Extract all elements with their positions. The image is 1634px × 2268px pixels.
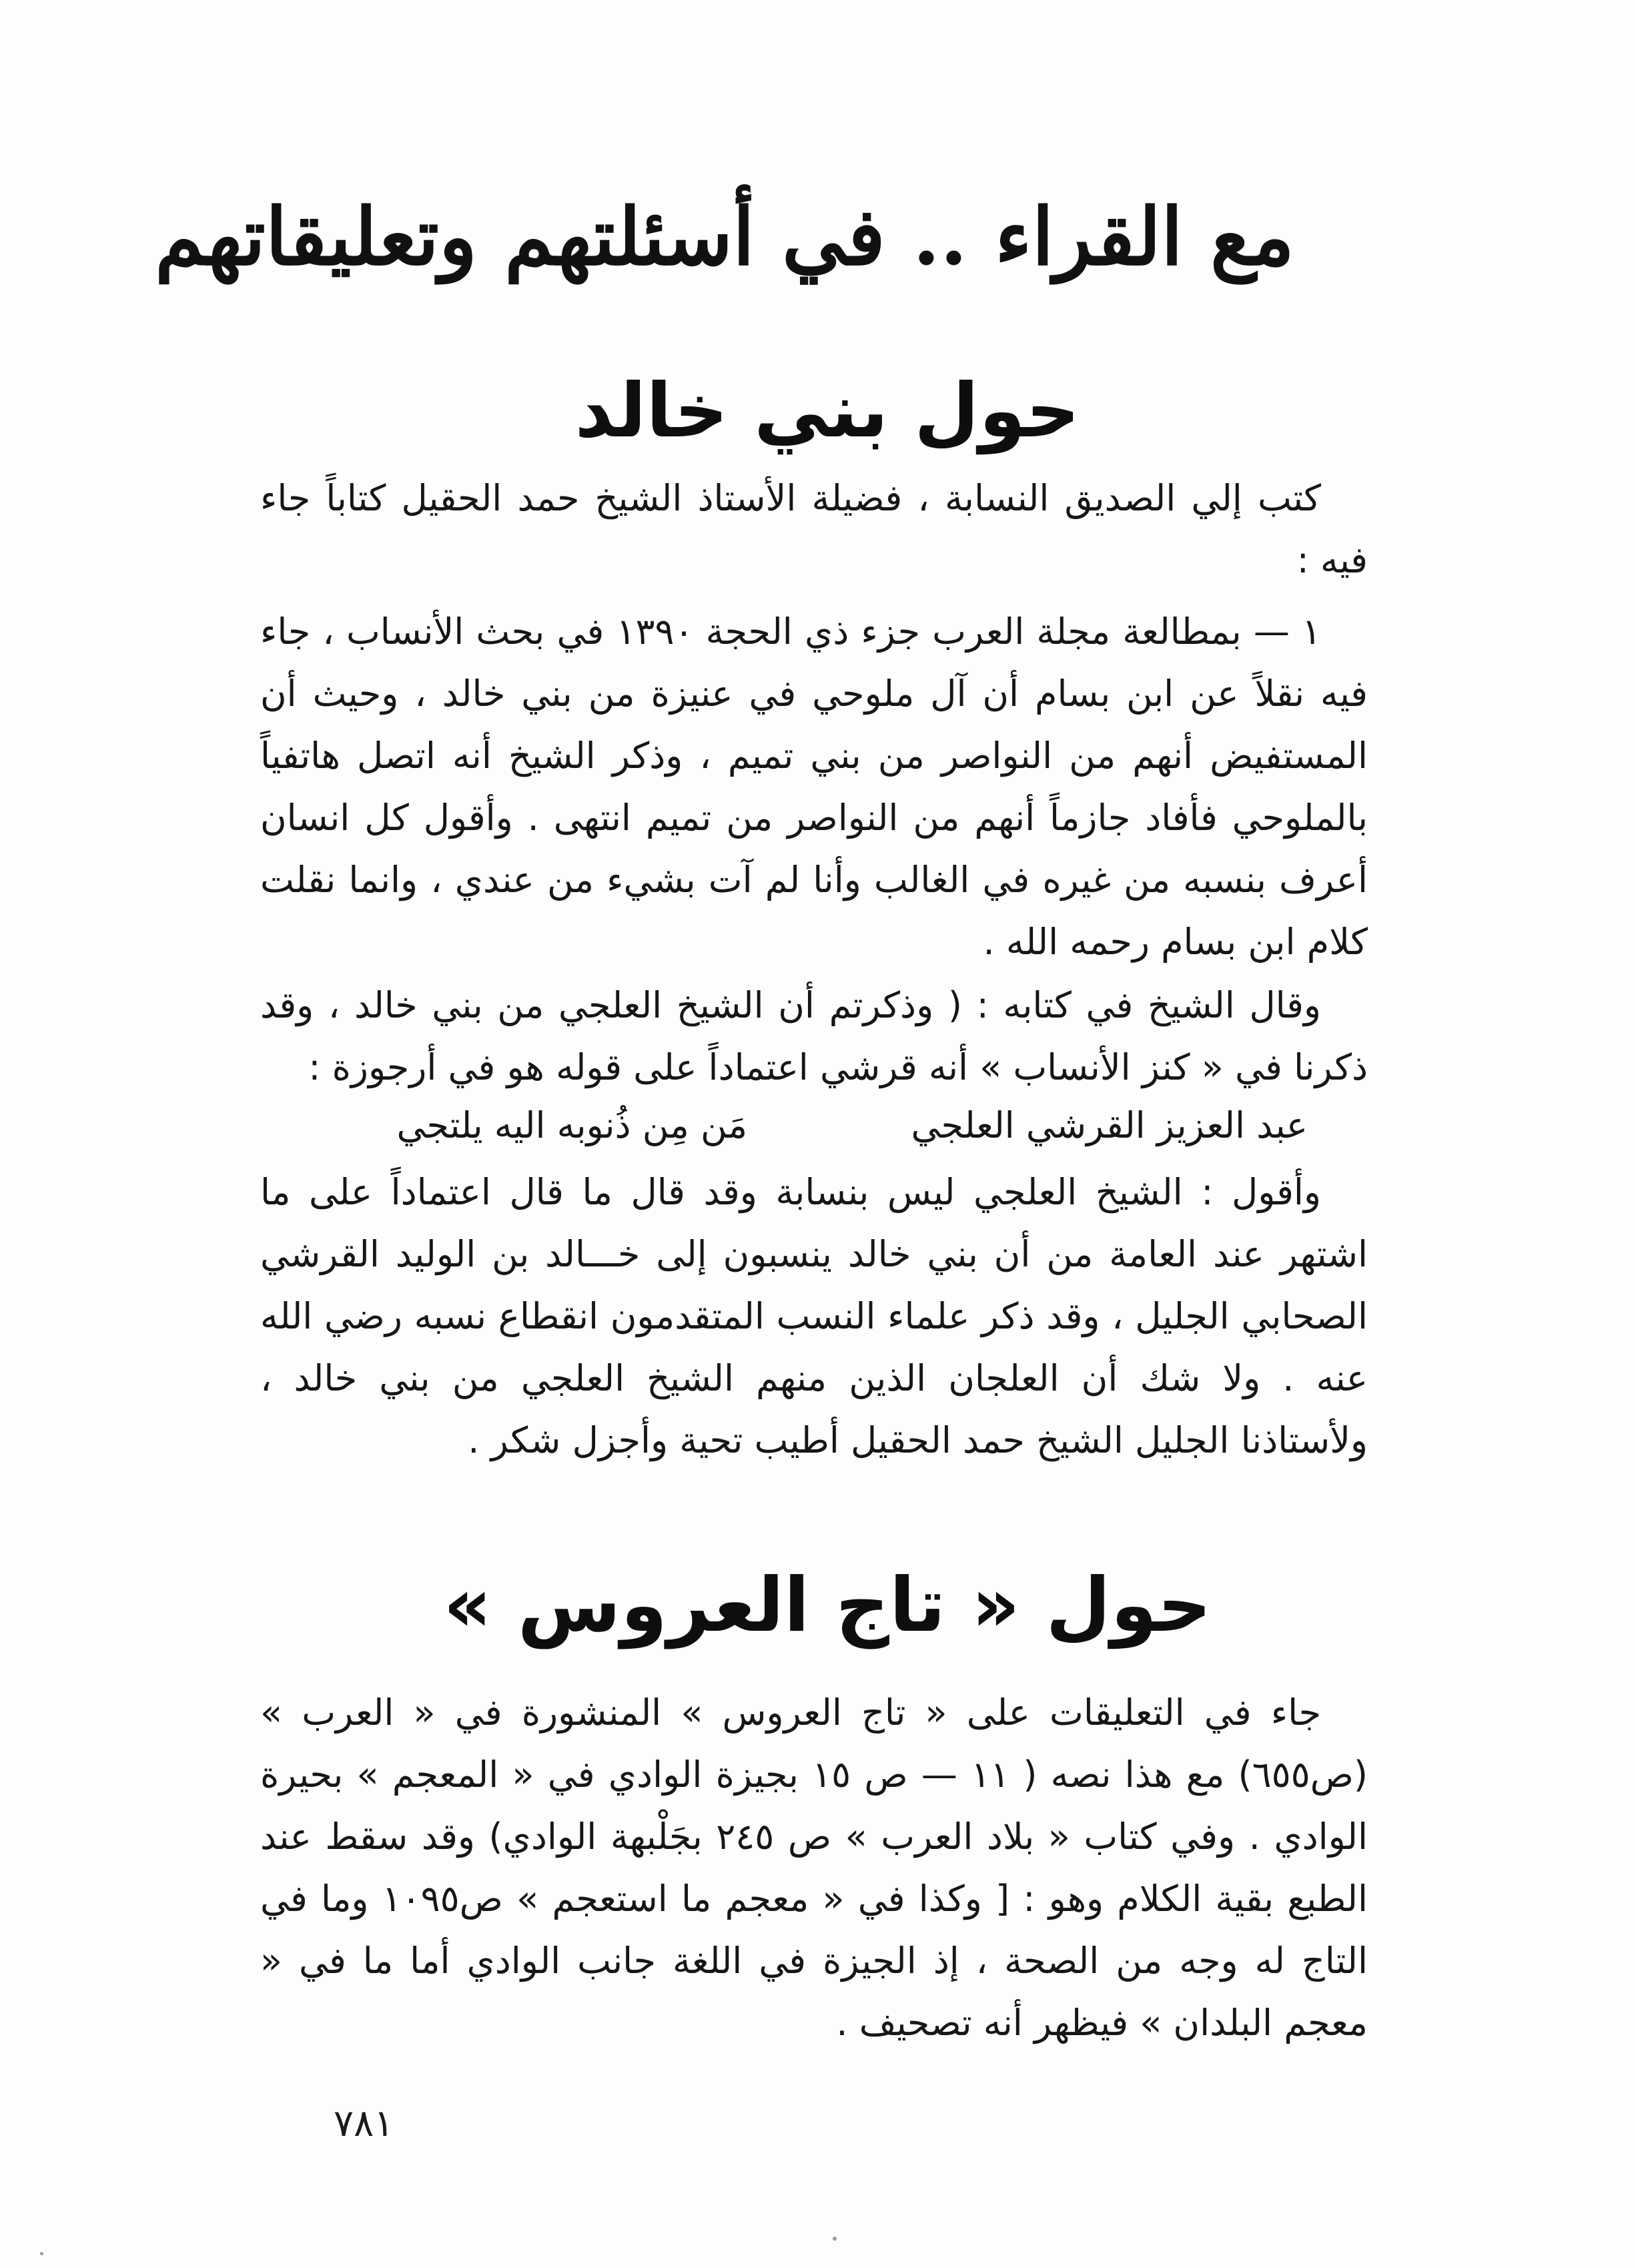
paragraph-1: ١ — بمطالعة مجلة العرب جزء ذي الحجة ١٣٩٠ في بحث الأنساب ، جاء فيه نقلاً عن ابن بسام أن آل ملوحي في عنيزة من بني خالد ، وحيث أن المستفيض أنهم من النواصر من بني تميم ، وذكر الشيخ أنه اتصل هاتفياً بالملوحي فأفاد جازماً أنهم من النواصر من تميم انتهى . وأقول كل انسان أعرف بنسبه من غيره في الغالب وأنا لم آت بشيء من عندي ، وانما نقلت كلام ابن بسام رحمه الله . xyxy=(260,611,1368,963)
paragraph-2: وقال الشيخ في كتابه : ( وذكرتم أن الشيخ العلجي من بني خالد ، وقد ذكرنا في « كنز الأنساب » أنه قرشي اعتماداً على قوله هو في أرجوزة : xyxy=(260,984,1368,1088)
scan-speck xyxy=(40,2252,43,2255)
verse-first-hemistich: عبد العزيز القرشي العلجي xyxy=(911,1104,1308,1146)
verse-second-hemistich: مَن مِن ذُنوبه اليه يلتجي xyxy=(396,1104,747,1146)
scan-speck xyxy=(833,2237,837,2241)
paragraph-taj: جاء في التعليقات على « تاج العروس » المنشورة في « العرب » (ص٦٥٥) مع هذا نصه ( ١١ — ص ١٥ بجيزة الوادي في « المعجم » بحيرة الوادي . وفي كتاب « بلاد العرب » ص ٢٤٥ بجَلْبهة الوادي) وقد سقط عند الطبع بقية الكلام وهو : [ وكذا في « معجم ما استعجم » ص١٠٩٥ وما في التاج له وجه من الصحة ، إذ الجيزة في اللغة جانب الوادي أما ما في « معجم البلدان » فيظهر أنه تصحيف . xyxy=(260,1691,1368,2044)
intro-paragraph: كتب إلي الصديق النسابة ، فضيلة الأستاذ الشيخ حمد الحقيل كتاباً جاء فيه : xyxy=(260,477,1368,581)
page-title: مع القراء .. في أسئلتهم وتعليقاتهم xyxy=(155,190,1294,283)
section-heading-bani-khalid: حول بني خالد xyxy=(574,368,1080,454)
section-heading-taj-al-arus: حول « تاج العروس » xyxy=(443,1562,1212,1649)
paragraph-3: وأقول : الشيخ العلجي ليس بنسابة وقد قال ما قال اعتماداً على ما اشتهر عند العامة من أن بني خالد ينسبون إلى خـــالد بن الوليد القرشي الصحابي الجليل ، وقد ذكر علماء النسب المتقدمون انقطاع نسبه رضي الله عنه . ولا شك أن العلجان الذين منهم الشيخ العلجي من بني خالد ، ولأستاذنا الجليل الشيخ حمد الحقيل أطيب تحية وأجزل شكر . xyxy=(260,1171,1368,1461)
page-number: ٧٨١ xyxy=(334,2102,394,2145)
verse-line xyxy=(260,1094,1368,1156)
